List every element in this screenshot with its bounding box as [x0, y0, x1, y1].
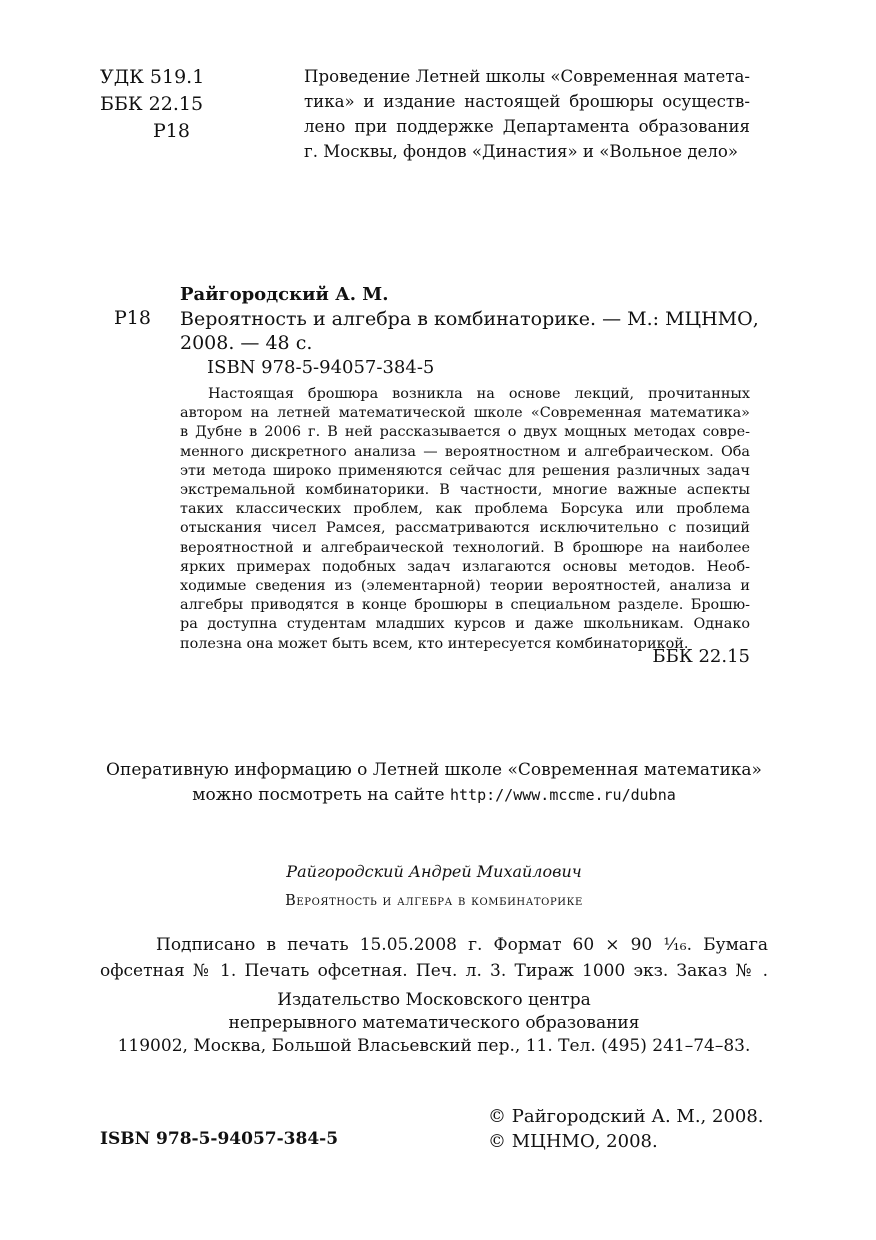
abstract-line: отыскания чисел Рамсея, рассматриваются исключительно с позиций	[180, 520, 750, 537]
abstract-line: Настоящая брошюра возникла на основе лекций, прочитанных	[208, 386, 750, 402]
abstract-line: менного дискретного анализа — вероятностном и алгебраическом. Оба	[180, 443, 750, 460]
publisher-line: Издательство Московского центра	[277, 990, 591, 1010]
online-info-line: Оперативную информацию о Летней школе «Современная математика»	[106, 760, 762, 780]
online-info-prefix: можно посмотреть на сайте	[192, 785, 450, 805]
author-mark: Р18	[153, 120, 190, 142]
catalog-title-line: Вероятность и алгебра в комбинаторике. — М.: МЦНМО,	[180, 308, 759, 330]
copyright-block	[488, 1104, 764, 1154]
publisher-line: непрерывного математического образования	[228, 1013, 640, 1033]
classification-codes	[100, 64, 204, 145]
catalog-title-line: 2008. — 48 с.	[180, 332, 313, 354]
publisher-line: 119002, Москва, Большой Власьевский пер., 11. Тел. (495) 241–74–83.	[117, 1036, 751, 1056]
catalog-author: Райгородский А. М.	[180, 284, 389, 305]
abstract-line: экстремальной комбинаторики. В частности, многие важные аспекты	[180, 482, 750, 499]
funding-line: Проведение Летней школы «Современная матета-	[304, 67, 750, 86]
online-info	[0, 758, 868, 808]
bbk-code: ББК 22.15	[100, 93, 204, 115]
funding-line: тика» и издание настоящей брошюры осуществ-	[304, 92, 750, 111]
abstract-line: в Дубне в 2006 г. В ней рассказывается о двух мощных методах совре-	[180, 424, 750, 441]
footer-isbn: ISBN 978-5-94057-384-5	[100, 1129, 339, 1149]
funding-note	[304, 64, 750, 164]
colophon-title: Вероятность и алгебра в комбинаторике	[285, 893, 583, 909]
abstract-line: таких классических проблем, как проблема Борсука или проблема	[180, 501, 750, 518]
print-details	[100, 932, 768, 984]
abstract-line: автором на летней математической школе «Современная математика»	[180, 405, 750, 422]
abstract	[180, 385, 750, 654]
funding-line: г. Москвы, фондов «Династия» и «Вольное дело»	[304, 142, 739, 161]
funding-line: лено при поддержке Департамента образования	[304, 117, 750, 136]
catalog-code: Р18	[114, 307, 151, 329]
abstract-line: ходимые сведения из (элементарной) теории вероятностей, анализа и	[180, 578, 750, 595]
online-info-line	[0, 783, 868, 808]
colophon-author: Райгородский Андрей Михайлович	[286, 862, 582, 881]
catalog-bbk: ББК 22.15	[652, 646, 750, 667]
catalog-isbn: ISBN 978-5-94057-384-5	[207, 357, 435, 378]
udk-code: УДК 519.1	[100, 66, 205, 88]
website-link[interactable]: http://www.mccme.ru/dubna	[449, 786, 676, 804]
copyright-line: © МЦНМО, 2008.	[488, 1131, 658, 1152]
abstract-line: вероятностной и алгебраической технологий. В брошюре на наиболее	[180, 539, 750, 556]
abstract-line: ра доступна студентам младших курсов и даже школьникам. Однако	[180, 616, 750, 633]
publisher-info	[0, 989, 868, 1058]
catalog-title	[180, 307, 759, 355]
abstract-line: эти метода широко применяются сейчас для решения различных задач	[180, 462, 750, 479]
copyright-line: © Райгородский А. М., 2008.	[488, 1106, 764, 1127]
abstract-line: алгебры приводятся в конце брошюры в специальном разделе. Брошю-	[180, 597, 750, 614]
print-line: офсетная № 1. Печать офсетная. Печ. л. 3. Тираж 1000 экз. Заказ № .	[100, 961, 768, 981]
print-line: Подписано в печать 15.05.2008 г. Формат 60 × 90 ¹⁄₁₆. Бумага	[156, 935, 768, 955]
abstract-line: полезна она может быть всем, кто интересуется комбинаторикой.	[180, 635, 689, 652]
abstract-line: ярких примерах подобных задач излагаются основы методов. Необ-	[180, 558, 750, 575]
